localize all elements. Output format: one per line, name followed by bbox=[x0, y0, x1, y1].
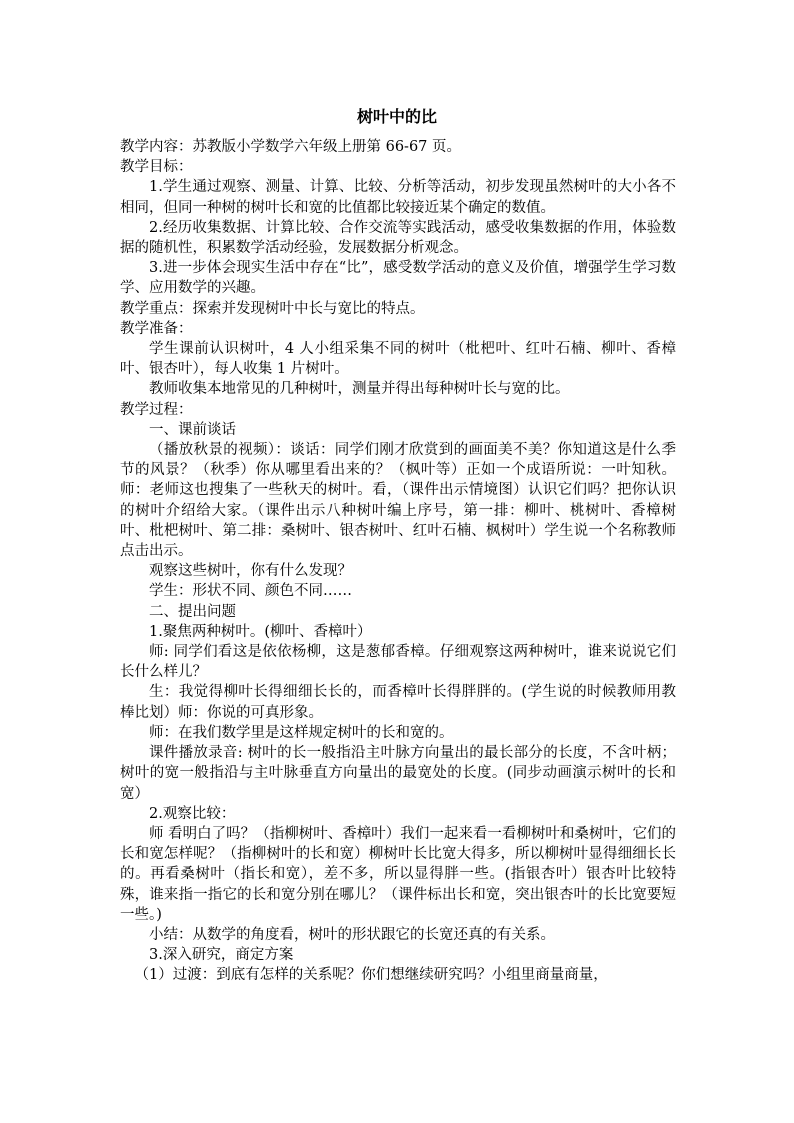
paragraph: 师 看明白了吗？（指柳树叶、香樟叶）我们一起来看一看柳树叶和桑树叶，它们的长和宽怎样呢？（指柳树叶的长和宽）柳树叶长比宽大得多，所以柳树叶显得细细长长的。再看桑树叶（指长和宽），差不多，所以显得胖一些。(指银杏叶）银杏叶比较特殊，谁来指一指它的长和宽分别在哪儿？（课件标出长和宽，突出银杏叶的长比宽要短一些。) bbox=[120, 825, 676, 923]
paragraph: 生：我觉得柳叶长得细细长长的，而香樟叶长得胖胖的。(学生说的时候教师用教棒比划）师：你说的可真形象。 bbox=[120, 684, 676, 721]
paragraph: 小结：从数学的角度看，树叶的形状跟它的长宽还真的有关系。 bbox=[149, 926, 555, 943]
paragraph: 一、课前谈话 bbox=[149, 421, 236, 438]
paragraph: 观察这些树叶，你有什么发现？ bbox=[149, 563, 352, 580]
paragraph: 二、提出问题 bbox=[149, 603, 236, 620]
paragraph: 教学重点：探索并发现树叶中长与宽比的特点。 bbox=[120, 300, 425, 317]
paragraph: 学生课前认识树叶，4 人小组采集不同的树叶（枇杷叶、红叶石楠、柳叶、香樟叶、银杏叶），每人收集 1 片树叶。 bbox=[120, 341, 676, 378]
document-title: 树叶中的比 bbox=[356, 107, 437, 126]
document-body bbox=[120, 137, 676, 986]
paragraph: 教学目标： bbox=[120, 159, 193, 176]
paragraph: 师: 同学们看这是依依杨柳，这是葱郁香樟。仔细观察这两种树叶，谁来说说它们长什么样儿？ bbox=[120, 644, 676, 681]
paragraph: 2.经历收集数据、计算比较、合作交流等实践活动，感受收集数据的作用，体验数据的随机性，积累数学活动经验，发展数据分析观念。 bbox=[120, 219, 676, 257]
paragraph: 教学内容：苏教版小学数学六年级上册第 66-67 页。 bbox=[120, 139, 462, 155]
paragraph: 3.深入研究，商定方案 bbox=[149, 947, 294, 964]
paragraph: 教学准备： bbox=[120, 320, 193, 337]
paragraph: 教师收集本地常见的几种树叶，测量并得出每种树叶长与宽的比。 bbox=[149, 381, 570, 398]
paragraph: 教学过程： bbox=[120, 401, 193, 418]
paragraph: 2.观察比较： bbox=[149, 805, 236, 822]
paragraph: 学生：形状不同、颜色不同…… bbox=[149, 583, 352, 600]
paragraph: （1）过渡：到底有怎样的关系呢？你们想继续研究吗？小组里商量商量， bbox=[134, 967, 608, 984]
paragraph: 1.聚焦两种树叶。(柳叶、香樟叶） bbox=[149, 623, 372, 640]
paragraph: 1.学生通过观察、测量、计算、比较、分析等活动，初步发现虽然树叶的大小各不相同，但同一种树的树叶长和宽的比值都比较接近某个确定的数值。 bbox=[120, 179, 676, 216]
paragraph: （播放秋景的视频）：谈话：同学们刚才欣赏到的画面美不美？你知道这是什么季节的风景？（秋季）你从哪里看出来的？（枫叶等）正如一个成语所说：一叶知秋。师：老师这也搜集了一些秋天的树叶。看，（课件出示情境图）认识它们吗？把你认识的树叶介绍给大家。（课件出示八种树叶编上序号，第一排：柳叶、桃树叶、香樟树叶、枇杷树叶、第二排：桑树叶、银杏树叶、红叶石楠、枫树叶）学生说一个名称教师点击出示。 bbox=[120, 442, 676, 560]
paragraph: 课件播放录音: 树叶的长一般指沿主叶脉方向量出的最长部分的长度，不含叶柄；树叶的宽一般指沿与主叶脉垂直方向量出的最宽处的长度。(同步动画演示树叶的长和宽） bbox=[120, 745, 676, 802]
paragraph: 师：在我们数学里是这样规定树叶的长和宽的。 bbox=[149, 724, 454, 741]
paragraph: 3.进一步体会现实生活中存在“比”，感受数学活动的意义及价值，增强学生学习数学、应用数学的兴趣。 bbox=[120, 260, 676, 297]
